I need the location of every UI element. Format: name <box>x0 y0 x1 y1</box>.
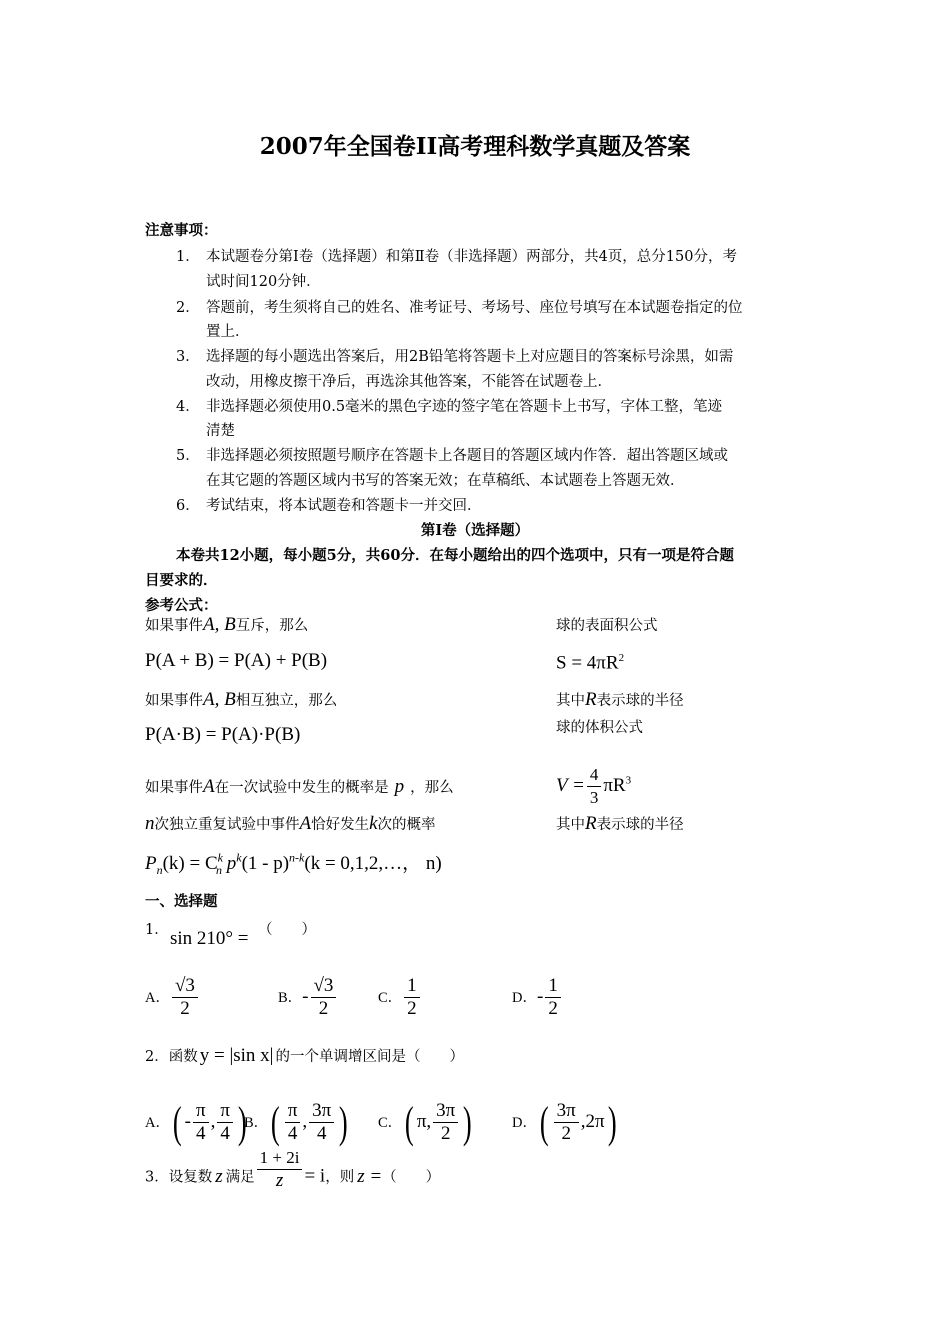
formula-binomial: $P_n(k) = C^k_n$ $p^k(1 - p)^{n-k}(k$ = 0,1,2,…， n) <box>145 850 442 877</box>
notice-item-line: 非选择题必须使用0.5毫米的黑色字迹的签字笔在答题卡上书写，字体工整，笔迹 <box>206 399 723 415</box>
formula-text: 如果事件A, B互斥，那么 <box>145 614 309 635</box>
question-number: 1． <box>145 922 169 938</box>
notice-item-line: 在其它题的答题区域内书写的答案无效；在草稿纸、本试题卷上答题无效． <box>206 473 685 489</box>
answer-blank: （ ） <box>258 922 316 938</box>
formula-text: 如果事件A在一次试验中发生的概率是 p ，那么 <box>145 776 454 797</box>
question-1-stem: sin 210° = <box>170 928 249 949</box>
formula-text: 其中R表示球的半径 <box>556 689 684 710</box>
section-heading: 第Ⅰ卷（选择题） <box>420 522 530 539</box>
notice-item-num: 4． <box>176 399 200 415</box>
formula-text: 球的表面积公式 <box>556 618 658 634</box>
notice-item-line: 选择题的每小题选出答案后，用2B铅笔将答题卡上对应题目的答案标号涂黑，如需 <box>206 349 734 365</box>
section-intro: 本卷共12小题，每小题5分，共60分．在每小题给出的四个选项中，只有一项是符合题 <box>176 547 734 564</box>
option-c: C． $\frac{1}{2}$ <box>378 975 422 1020</box>
option-a: A． $\frac{√3}{2}$ <box>145 975 200 1020</box>
formula-sphere-area: $S = 4\pi R^2$ <box>556 652 625 674</box>
notice-item-line: 本试题卷分第Ⅰ卷（选择题）和第Ⅱ卷（非选择题）两部分，共4页，总分150分，考 <box>206 249 737 265</box>
formula-addition: P(A + B) = P(A) + P(B) <box>145 650 328 671</box>
notice-item-line: 答题前，考生须将自己的姓名、准考证号、考场号、座位号填写在本试题卷指定的位 <box>206 300 743 316</box>
notice-item-num: 3． <box>176 349 200 365</box>
option-c: C．( π, $\frac{3\pi}{2}$ ) <box>378 1098 472 1147</box>
notice-item-line: 非选择题必须按照题号顺序在答题卡上各题目的答题区域内作答．超出答题区域或 <box>206 448 728 464</box>
notice-item-num: 6． <box>176 498 200 514</box>
notice-item-line: 改动，用橡皮擦干净后，再选涂其他答案，不能答在试题卷上． <box>206 374 612 390</box>
formula-text: n次独立重复试验中事件A恰好发生k次的概率 <box>145 813 436 834</box>
question-2-stem: 2．函数 y = |sin x| 的一个单调增区间是（ ） <box>145 1045 464 1066</box>
option-b: B．( $\frac{\pi}{4}$ , $\frac{3\pi}{4}$ ) <box>244 1098 348 1147</box>
option-d: D．( $\frac{3\pi}{2}$ ,2π) <box>512 1098 617 1147</box>
reference-heading: 参考公式： <box>145 597 218 614</box>
formula-text: 如果事件A, B相互独立，那么 <box>145 689 338 710</box>
notice-item-num: 2． <box>176 300 200 316</box>
option-d: D．- $\frac{1}{2}$ <box>512 975 563 1020</box>
option-b: B．- $\frac{√3}{2}$ <box>278 975 338 1020</box>
formula-sphere-volume: V = $\frac{4}{3}$ $\pi R^3$ <box>556 765 632 807</box>
notice-item-num: 5． <box>176 448 200 464</box>
formula-multiplication: P(A·B) = P(A)·P(B) <box>145 724 301 745</box>
page-title: 2007年全国卷II高考理科数学真题及答案 <box>259 133 691 160</box>
formula-text: 球的体积公式 <box>556 720 643 736</box>
notice-item-num: 1． <box>176 249 200 265</box>
section-intro: 目要求的． <box>145 572 218 589</box>
notice-item-line: 试时间120分钟． <box>206 274 321 290</box>
formula-text: 其中R表示球的半径 <box>556 813 684 834</box>
notice-heading: 注意事项： <box>145 222 218 239</box>
notice-item-line: 置上． <box>206 324 250 340</box>
choice-section-heading: 一、选择题 <box>145 893 218 910</box>
question-3-stem: 3．设复数 z 满足 $\frac{1 + 2i}{z}$ = i，则 z =（ ） <box>145 1148 441 1191</box>
notice-item-line: 考试结束，将本试题卷和答题卡一并交回． <box>206 498 482 514</box>
option-a: A．( - $\frac{\pi}{4}$ , $\frac{\pi}{4}$ ) <box>145 1098 247 1147</box>
notice-item-line: 清楚 <box>206 423 235 439</box>
